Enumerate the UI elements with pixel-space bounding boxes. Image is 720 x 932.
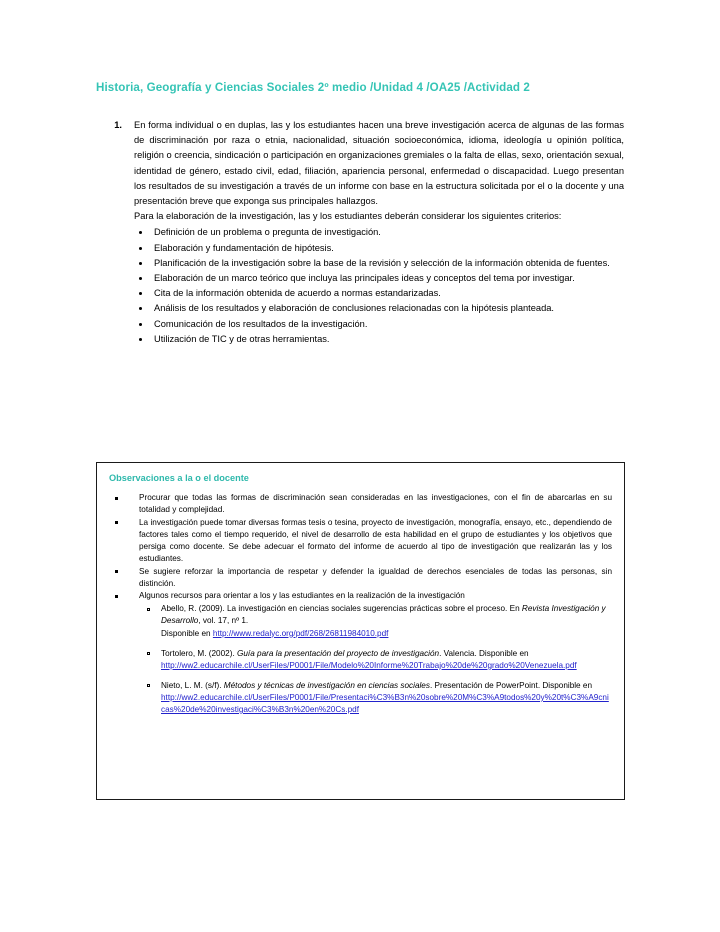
list-item: [107, 590, 612, 716]
square-bullet-icon: [115, 595, 118, 598]
list-item: Elaboración de un marco teórico que incluya las principales ideas y conceptos del tema por investigar.: [134, 271, 624, 286]
list-item: Análisis de los resultados y elaboración de conclusiones relacionadas con la hipótesis planteada.: [134, 301, 624, 316]
reference-availability-line: [161, 660, 612, 672]
list-number-marker: 1.: [114, 120, 122, 130]
activity-ordered-list: [96, 118, 624, 347]
hollow-square-bullet-icon: [147, 684, 150, 687]
observations-list: [107, 492, 612, 716]
reference-text-after: . Valencia. Disponible en: [439, 648, 529, 658]
list-item: [107, 492, 612, 516]
list-item: [107, 566, 612, 590]
hollow-square-bullet-icon: [147, 608, 150, 611]
reference-title-italic: Revista Investigación y Desarrollo: [161, 604, 606, 626]
reference-link[interactable]: http://ww2.educarchile.cl/UserFiles/P0001/File/Modelo%20Informe%20Trabajo%20de%20grado%20Venezuela.pdf: [161, 660, 577, 670]
activity-paragraph-2: Para la elaboración de la investigación, las y los estudiantes deberán considerar los siguientes criterios:: [134, 211, 562, 222]
reference-text-after: . Presentación de PowerPoint. Disponible en: [429, 680, 592, 690]
reference-title-italic: Guía para la presentación del proyecto de investigación: [237, 648, 440, 658]
reference-link[interactable]: http://www.redalyc.org/pdf/268/26811984010.pdf: [212, 628, 389, 638]
observations-box: [96, 462, 625, 800]
hollow-square-bullet-icon: [147, 652, 150, 655]
page-title: Historia, Geografía y Ciencias Sociales 2º medio /Unidad 4 /OA25 /Actividad 2: [96, 81, 530, 94]
reference-link[interactable]: http://ww2.educarchile.cl/UserFiles/P0001/File/Presentaci%C3%B3n%20sobre%20M%C3%A9todos%20y%20t%C3%A9cnicas%20de%20investigaci%C3%B3n%20en%20Cs.pdf: [161, 692, 609, 714]
reference-text-before: Abello, R. (2009). La investigación en ciencias sociales sugerencias prácticas sobre el proceso. En: [161, 604, 522, 614]
list-item-text: Algunos recursos para orientar a los y las estudiantes en la realización de la investigación: [139, 591, 465, 601]
list-item: Elaboración y fundamentación de hipótesis.: [134, 241, 624, 256]
reference-text-before: Nieto, L. M. (s/f).: [161, 680, 224, 690]
list-item: [139, 680, 612, 716]
activity-paragraph-1: En forma individual o en duplas, las y los estudiantes hacen una breve investigación acerca de algunas de las formas de discriminación por raza o etnia, nacionalidad, situación socioeconómica, idioma, ideología u opinión política, religión o creencia, sindicación o participación en organizaciones gremiales o la falta de ellas, sexo, orientación sexual, identidad de género, estado civil, edad, filiación, apariencia personal, enfermedad o discapacidad. Luego presentan los resultados de su investigación a través de un informe con base en la estructura solicitada por el o la docente y una presentación breve que exponga sus principales hallazgos.: [134, 120, 624, 207]
square-bullet-icon: [115, 497, 118, 500]
square-bullet-icon: [115, 521, 118, 524]
reference-text-after: , vol. 17, nº 1.: [198, 616, 249, 626]
list-item-text: Se sugiere reforzar la importancia de respetar y defender la igualdad de derechos esenciales de todas las personas, sin distinción.: [139, 566, 612, 588]
activity-body: [134, 118, 624, 347]
list-item: Utilización de TIC y de otras herramientas.: [134, 332, 624, 347]
list-item: [139, 603, 612, 639]
square-bullet-icon: [115, 570, 118, 573]
reference-availability-line: [161, 692, 612, 716]
observations-header: Observaciones a la o el docente: [109, 473, 249, 483]
list-item: Planificación de la investigación sobre la base de la revisión y selección de la información obtenida de fuentes.: [134, 256, 624, 271]
reference-availability-line: [161, 628, 612, 640]
reference-title-italic: Métodos y técnicas de investigación en ciencias sociales: [223, 680, 430, 690]
list-item: Cita de la información obtenida de acuerdo a normas estandarizadas.: [134, 286, 624, 301]
reference-text-before: Tortolero, M. (2002).: [161, 648, 237, 658]
observations-content: [97, 485, 624, 716]
list-item: Definición de un problema o pregunta de investigación.: [134, 225, 624, 240]
list-item: [107, 517, 612, 565]
list-item-text: Procurar que todas las formas de discriminación sean consideradas en las investigaciones, con el fin de abarcarlas en su totalidad y complejidad.: [139, 493, 612, 515]
reference-list: [139, 603, 612, 716]
list-item: [139, 648, 612, 672]
criteria-list: [134, 225, 624, 347]
activity-item-1: [96, 118, 624, 347]
list-item: Comunicación de los resultados de la investigación.: [134, 317, 624, 332]
availability-label: Disponible en: [161, 628, 213, 638]
list-item-text: La investigación puede tomar diversas formas tesis o tesina, proyecto de investigación, monografía, ensayo, etc., dependiendo de factores tales como el tiempo requerido, el nivel de desarrollo de esta habilidad en el grupo de estudiantes y los objetivos que persiga como docente. Se debe adecuar el formato del informe de acuerdo al tipo de investigación que realizarán las y los estudiantes.: [139, 517, 612, 563]
